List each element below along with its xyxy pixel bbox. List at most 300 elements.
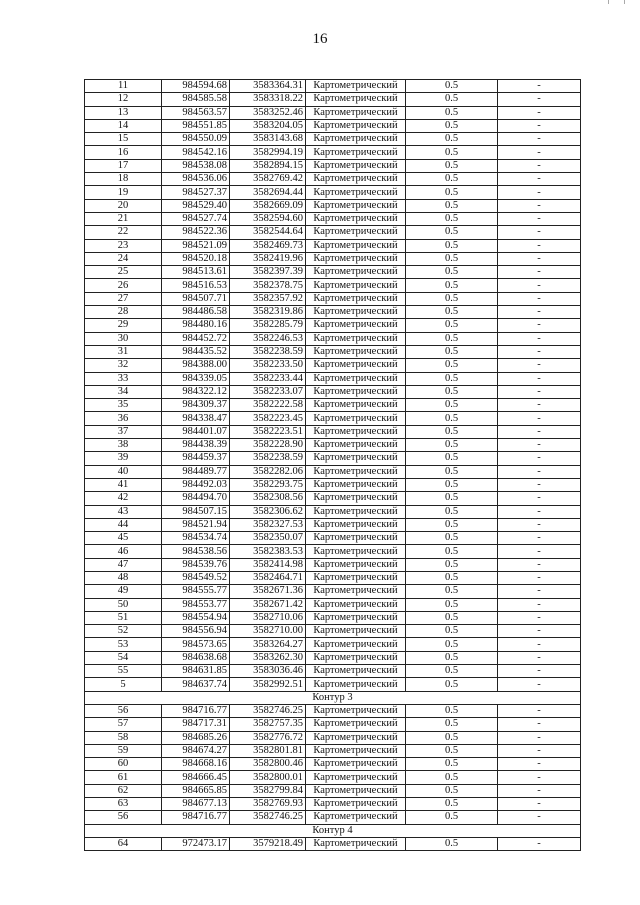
x-coordinate-cell: 984534.74 (162, 532, 230, 545)
point-number-cell: 31 (85, 345, 162, 358)
table-row (85, 784, 581, 797)
accuracy-cell: 0.5 (406, 412, 498, 425)
point-number-cell: 17 (85, 159, 162, 172)
page-number: 16 (312, 31, 328, 47)
x-coordinate-cell: 984309.37 (162, 399, 230, 412)
method-cell: Картометрический (306, 798, 406, 811)
method-cell: Картометрический (306, 558, 406, 571)
x-coordinate-cell: 984322.12 (162, 385, 230, 398)
accuracy-cell: 0.5 (406, 399, 498, 412)
x-coordinate-cell: 984585.58 (162, 93, 230, 106)
point-number-cell: 5 (85, 678, 162, 691)
table-row (85, 399, 581, 412)
description-cell: - (498, 758, 581, 771)
table-row (85, 412, 581, 425)
table-row (85, 718, 581, 731)
x-coordinate-cell: 984480.16 (162, 319, 230, 332)
point-number-cell: 51 (85, 611, 162, 624)
accuracy-cell: 0.5 (406, 279, 498, 292)
x-coordinate-cell: 984685.26 (162, 731, 230, 744)
accuracy-cell: 0.5 (406, 199, 498, 212)
x-coordinate-cell: 984492.03 (162, 478, 230, 491)
description-cell: - (498, 292, 581, 305)
method-cell: Картометрический (306, 651, 406, 664)
x-coordinate-cell: 984717.31 (162, 718, 230, 731)
y-coordinate-cell: 3582308.56 (230, 492, 306, 505)
description-cell: - (498, 345, 581, 358)
x-coordinate-cell: 984438.39 (162, 439, 230, 452)
point-number-cell: 42 (85, 492, 162, 505)
point-number-cell: 29 (85, 319, 162, 332)
y-coordinate-cell: 3582757.35 (230, 718, 306, 731)
x-coordinate-cell: 984666.45 (162, 771, 230, 784)
table-row (85, 638, 581, 651)
description-cell: - (498, 718, 581, 731)
description-cell: - (498, 731, 581, 744)
y-coordinate-cell: 3582769.93 (230, 798, 306, 811)
y-coordinate-cell: 3582222.58 (230, 399, 306, 412)
description-cell: - (498, 452, 581, 465)
table-row (85, 744, 581, 757)
y-coordinate-cell: 3582228.90 (230, 439, 306, 452)
y-coordinate-cell: 3582469.73 (230, 239, 306, 252)
x-coordinate-cell: 984631.85 (162, 665, 230, 678)
point-number-cell: 49 (85, 585, 162, 598)
accuracy-cell: 0.5 (406, 345, 498, 358)
point-number-cell: 30 (85, 332, 162, 345)
y-coordinate-cell: 3582397.39 (230, 266, 306, 279)
y-coordinate-cell: 3582746.25 (230, 811, 306, 824)
x-coordinate-cell: 984637.74 (162, 678, 230, 691)
x-coordinate-cell: 984507.15 (162, 505, 230, 518)
method-cell: Картометрический (306, 758, 406, 771)
method-cell: Картометрический (306, 731, 406, 744)
point-number-cell: 58 (85, 731, 162, 744)
accuracy-cell: 0.5 (406, 239, 498, 252)
description-cell: - (498, 133, 581, 146)
y-coordinate-cell: 3582800.46 (230, 758, 306, 771)
description-cell: - (498, 492, 581, 505)
table-row (85, 159, 581, 172)
accuracy-cell: 0.5 (406, 306, 498, 319)
method-cell: Картометрический (306, 837, 406, 850)
coordinates-table (84, 79, 581, 851)
x-coordinate-cell: 984527.37 (162, 186, 230, 199)
table-row (85, 611, 581, 624)
y-coordinate-cell: 3582285.79 (230, 319, 306, 332)
description-cell: - (498, 226, 581, 239)
method-cell: Картометрический (306, 199, 406, 212)
method-cell: Картометрический (306, 598, 406, 611)
scan-edge-mark (624, 0, 625, 4)
x-coordinate-cell: 984459.37 (162, 452, 230, 465)
method-cell: Картометрический (306, 306, 406, 319)
point-number-cell: 43 (85, 505, 162, 518)
method-cell: Картометрический (306, 611, 406, 624)
accuracy-cell: 0.5 (406, 212, 498, 225)
point-number-cell: 62 (85, 784, 162, 797)
x-coordinate-cell: 984527.74 (162, 212, 230, 225)
point-number-cell: 25 (85, 266, 162, 279)
description-cell: - (498, 425, 581, 438)
method-cell: Картометрический (306, 532, 406, 545)
accuracy-cell: 0.5 (406, 425, 498, 438)
method-cell: Картометрический (306, 638, 406, 651)
point-number-cell: 52 (85, 625, 162, 638)
description-cell: - (498, 279, 581, 292)
x-coordinate-cell: 984542.16 (162, 146, 230, 159)
table-row (85, 226, 581, 239)
point-number-cell: 63 (85, 798, 162, 811)
x-coordinate-cell: 984529.40 (162, 199, 230, 212)
accuracy-cell: 0.5 (406, 252, 498, 265)
coordinates-table-body (85, 80, 581, 851)
accuracy-cell: 0.5 (406, 625, 498, 638)
point-number-cell: 36 (85, 412, 162, 425)
y-coordinate-cell: 3582327.53 (230, 518, 306, 531)
accuracy-cell: 0.5 (406, 465, 498, 478)
table-row (85, 279, 581, 292)
table-row (85, 478, 581, 491)
x-coordinate-cell: 984665.85 (162, 784, 230, 797)
description-cell: - (498, 518, 581, 531)
method-cell: Картометрический (306, 146, 406, 159)
point-number-cell: 48 (85, 571, 162, 584)
x-coordinate-cell: 984516.53 (162, 279, 230, 292)
x-coordinate-cell: 984520.18 (162, 252, 230, 265)
y-coordinate-cell: 3583143.68 (230, 133, 306, 146)
description-cell: - (498, 159, 581, 172)
method-cell: Картометрический (306, 478, 406, 491)
table-row (85, 319, 581, 332)
accuracy-cell: 0.5 (406, 186, 498, 199)
point-number-cell: 57 (85, 718, 162, 731)
y-coordinate-cell: 3582350.07 (230, 532, 306, 545)
point-number-cell: 14 (85, 119, 162, 132)
method-cell: Картометрический (306, 665, 406, 678)
y-coordinate-cell: 3583252.46 (230, 106, 306, 119)
table-row (85, 252, 581, 265)
x-coordinate-cell: 984388.00 (162, 359, 230, 372)
x-coordinate-cell: 984452.72 (162, 332, 230, 345)
table-row (85, 133, 581, 146)
accuracy-cell: 0.5 (406, 452, 498, 465)
x-coordinate-cell: 984494.70 (162, 492, 230, 505)
description-cell: - (498, 611, 581, 624)
accuracy-cell: 0.5 (406, 811, 498, 824)
method-cell: Картометрический (306, 173, 406, 186)
table-row (85, 758, 581, 771)
table-row (85, 425, 581, 438)
accuracy-cell: 0.5 (406, 744, 498, 757)
description-cell: - (498, 545, 581, 558)
method-cell: Картометрический (306, 266, 406, 279)
y-coordinate-cell: 3583262.30 (230, 651, 306, 664)
x-coordinate-cell: 972473.17 (162, 837, 230, 850)
y-coordinate-cell: 3582544.64 (230, 226, 306, 239)
table-row (85, 359, 581, 372)
x-coordinate-cell: 984538.56 (162, 545, 230, 558)
accuracy-cell: 0.5 (406, 319, 498, 332)
description-cell: - (498, 372, 581, 385)
description-cell: - (498, 478, 581, 491)
y-coordinate-cell: 3582233.50 (230, 359, 306, 372)
description-cell: - (498, 173, 581, 186)
method-cell: Картометрический (306, 372, 406, 385)
accuracy-cell: 0.5 (406, 837, 498, 850)
y-coordinate-cell: 3582282.06 (230, 465, 306, 478)
section-row (85, 824, 581, 837)
x-coordinate-cell: 984507.71 (162, 292, 230, 305)
method-cell: Картометрический (306, 133, 406, 146)
table-row (85, 439, 581, 452)
x-coordinate-cell: 984594.68 (162, 80, 230, 93)
section-label: Контур 4 (85, 824, 581, 837)
x-coordinate-cell: 984521.94 (162, 518, 230, 531)
accuracy-cell: 0.5 (406, 385, 498, 398)
point-number-cell: 21 (85, 212, 162, 225)
point-number-cell: 45 (85, 532, 162, 545)
description-cell: - (498, 571, 581, 584)
method-cell: Картометрический (306, 492, 406, 505)
y-coordinate-cell: 3579218.49 (230, 837, 306, 850)
description-cell: - (498, 744, 581, 757)
description-cell: - (498, 412, 581, 425)
table-row (85, 239, 581, 252)
point-number-cell: 18 (85, 173, 162, 186)
x-coordinate-cell: 984536.06 (162, 173, 230, 186)
point-number-cell: 23 (85, 239, 162, 252)
description-cell: - (498, 212, 581, 225)
section-row (85, 691, 581, 704)
table-row (85, 678, 581, 691)
point-number-cell: 44 (85, 518, 162, 531)
point-number-cell: 37 (85, 425, 162, 438)
y-coordinate-cell: 3582238.59 (230, 452, 306, 465)
method-cell: Картометрический (306, 292, 406, 305)
point-number-cell: 39 (85, 452, 162, 465)
point-number-cell: 46 (85, 545, 162, 558)
description-cell: - (498, 80, 581, 93)
table-row (85, 119, 581, 132)
description-cell: - (498, 811, 581, 824)
y-coordinate-cell: 3582746.25 (230, 704, 306, 717)
x-coordinate-cell: 984521.09 (162, 239, 230, 252)
point-number-cell: 24 (85, 252, 162, 265)
accuracy-cell: 0.5 (406, 439, 498, 452)
accuracy-cell: 0.5 (406, 106, 498, 119)
description-cell: - (498, 359, 581, 372)
x-coordinate-cell: 984563.57 (162, 106, 230, 119)
point-number-cell: 28 (85, 306, 162, 319)
description-cell: - (498, 638, 581, 651)
point-number-cell: 54 (85, 651, 162, 664)
method-cell: Картометрический (306, 452, 406, 465)
description-cell: - (498, 465, 581, 478)
x-coordinate-cell: 984716.77 (162, 811, 230, 824)
point-number-cell: 16 (85, 146, 162, 159)
accuracy-cell: 0.5 (406, 80, 498, 93)
description-cell: - (498, 252, 581, 265)
point-number-cell: 60 (85, 758, 162, 771)
y-coordinate-cell: 3582357.92 (230, 292, 306, 305)
accuracy-cell: 0.5 (406, 665, 498, 678)
table-row (85, 372, 581, 385)
y-coordinate-cell: 3582419.96 (230, 252, 306, 265)
method-cell: Картометрический (306, 385, 406, 398)
method-cell: Картометрический (306, 811, 406, 824)
table-row (85, 798, 581, 811)
point-number-cell: 35 (85, 399, 162, 412)
description-cell: - (498, 704, 581, 717)
method-cell: Картометрический (306, 704, 406, 717)
point-number-cell: 59 (85, 744, 162, 757)
x-coordinate-cell: 984553.77 (162, 598, 230, 611)
method-cell: Картометрический (306, 239, 406, 252)
method-cell: Картометрический (306, 106, 406, 119)
point-number-cell: 47 (85, 558, 162, 571)
accuracy-cell: 0.5 (406, 173, 498, 186)
point-number-cell: 15 (85, 133, 162, 146)
y-coordinate-cell: 3582464.71 (230, 571, 306, 584)
table-row (85, 665, 581, 678)
method-cell: Картометрический (306, 252, 406, 265)
method-cell: Картометрический (306, 585, 406, 598)
x-coordinate-cell: 984539.76 (162, 558, 230, 571)
table-row (85, 545, 581, 558)
method-cell: Картометрический (306, 345, 406, 358)
description-cell: - (498, 837, 581, 850)
point-number-cell: 56 (85, 704, 162, 717)
x-coordinate-cell: 984674.27 (162, 744, 230, 757)
accuracy-cell: 0.5 (406, 598, 498, 611)
accuracy-cell: 0.5 (406, 146, 498, 159)
x-coordinate-cell: 984486.58 (162, 306, 230, 319)
point-number-cell: 34 (85, 385, 162, 398)
y-coordinate-cell: 3583318.22 (230, 93, 306, 106)
y-coordinate-cell: 3582223.45 (230, 412, 306, 425)
x-coordinate-cell: 984489.77 (162, 465, 230, 478)
accuracy-cell: 0.5 (406, 704, 498, 717)
y-coordinate-cell: 3583264.27 (230, 638, 306, 651)
y-coordinate-cell: 3582710.00 (230, 625, 306, 638)
method-cell: Картометрический (306, 93, 406, 106)
description-cell: - (498, 319, 581, 332)
point-number-cell: 32 (85, 359, 162, 372)
accuracy-cell: 0.5 (406, 585, 498, 598)
table-row (85, 585, 581, 598)
table-row (85, 558, 581, 571)
x-coordinate-cell: 984555.77 (162, 585, 230, 598)
y-coordinate-cell: 3582319.86 (230, 306, 306, 319)
x-coordinate-cell: 984538.08 (162, 159, 230, 172)
table-row (85, 306, 581, 319)
description-cell: - (498, 558, 581, 571)
y-coordinate-cell: 3582776.72 (230, 731, 306, 744)
accuracy-cell: 0.5 (406, 159, 498, 172)
point-number-cell: 50 (85, 598, 162, 611)
table-row (85, 146, 581, 159)
method-cell: Картометрический (306, 212, 406, 225)
table-row (85, 80, 581, 93)
y-coordinate-cell: 3582710.06 (230, 611, 306, 624)
accuracy-cell: 0.5 (406, 558, 498, 571)
method-cell: Картометрический (306, 465, 406, 478)
accuracy-cell: 0.5 (406, 545, 498, 558)
method-cell: Картометрический (306, 518, 406, 531)
y-coordinate-cell: 3583036.46 (230, 665, 306, 678)
accuracy-cell: 0.5 (406, 638, 498, 651)
x-coordinate-cell: 984513.61 (162, 266, 230, 279)
point-number-cell: 26 (85, 279, 162, 292)
table-row (85, 492, 581, 505)
table-row (85, 292, 581, 305)
method-cell: Картометрический (306, 119, 406, 132)
method-cell: Картометрический (306, 545, 406, 558)
accuracy-cell: 0.5 (406, 332, 498, 345)
y-coordinate-cell: 3582594.60 (230, 212, 306, 225)
point-number-cell: 55 (85, 665, 162, 678)
point-number-cell: 13 (85, 106, 162, 119)
description-cell: - (498, 199, 581, 212)
table-row (85, 266, 581, 279)
method-cell: Картометрический (306, 784, 406, 797)
table-row (85, 651, 581, 664)
description-cell: - (498, 146, 581, 159)
point-number-cell: 27 (85, 292, 162, 305)
scan-edge-mark (608, 0, 609, 4)
table-row (85, 571, 581, 584)
description-cell: - (498, 771, 581, 784)
method-cell: Картометрический (306, 625, 406, 638)
y-coordinate-cell: 3582992.51 (230, 678, 306, 691)
table-row (85, 199, 581, 212)
y-coordinate-cell: 3582800.01 (230, 771, 306, 784)
method-cell: Картометрический (306, 279, 406, 292)
y-coordinate-cell: 3582383.53 (230, 545, 306, 558)
accuracy-cell: 0.5 (406, 292, 498, 305)
y-coordinate-cell: 3582223.51 (230, 425, 306, 438)
y-coordinate-cell: 3582414.98 (230, 558, 306, 571)
table-row (85, 731, 581, 744)
description-cell: - (498, 306, 581, 319)
point-number-cell: 40 (85, 465, 162, 478)
point-number-cell: 38 (85, 439, 162, 452)
description-cell: - (498, 439, 581, 452)
x-coordinate-cell: 984401.07 (162, 425, 230, 438)
description-cell: - (498, 266, 581, 279)
method-cell: Картометрический (306, 718, 406, 731)
x-coordinate-cell: 984339.05 (162, 372, 230, 385)
table-row (85, 505, 581, 518)
y-coordinate-cell: 3582799.84 (230, 784, 306, 797)
table-row (85, 625, 581, 638)
accuracy-cell: 0.5 (406, 359, 498, 372)
description-cell: - (498, 186, 581, 199)
table-row (85, 186, 581, 199)
y-coordinate-cell: 3582694.44 (230, 186, 306, 199)
point-number-cell: 11 (85, 80, 162, 93)
y-coordinate-cell: 3582671.42 (230, 598, 306, 611)
accuracy-cell: 0.5 (406, 784, 498, 797)
description-cell: - (498, 399, 581, 412)
y-coordinate-cell: 3582306.62 (230, 505, 306, 518)
description-cell: - (498, 385, 581, 398)
table-row (85, 385, 581, 398)
description-cell: - (498, 598, 581, 611)
accuracy-cell: 0.5 (406, 505, 498, 518)
y-coordinate-cell: 3582233.07 (230, 385, 306, 398)
